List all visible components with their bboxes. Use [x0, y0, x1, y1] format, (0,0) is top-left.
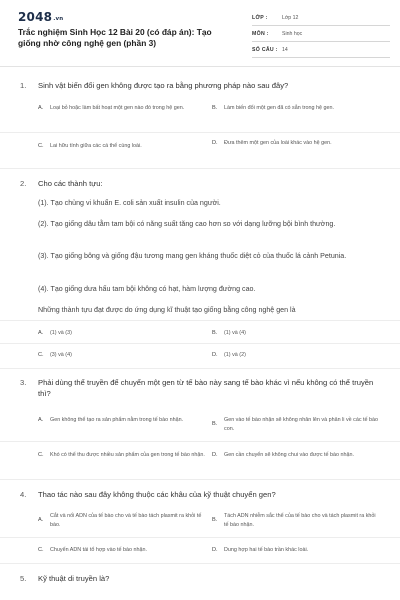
option-text: (1) và (4)	[224, 330, 246, 336]
option-c[interactable]	[38, 546, 205, 555]
option-letter: A.	[38, 330, 44, 336]
option-text: Dung hợp hai tế bào trần khác loài.	[224, 547, 309, 553]
question-number: 1.	[20, 81, 27, 90]
statement-2: (2). Tạo giống dâu tằm tam bội có năng suất tăng cao hơn so với dạng lưỡng bội bình thường.	[38, 220, 336, 228]
option-text: Gen vào tế bào nhận sẽ không nhân lên và phân li về các tế bào con.	[224, 417, 379, 432]
option-letter: B.	[212, 517, 218, 524]
option-text: (1) và (3)	[50, 330, 72, 336]
question-text: Phải dùng thể truyền để chuyển một gen từ tế bào này sang tế bào khác vì nếu không có thể truyền thì?	[38, 378, 374, 398]
option-letter: A.	[38, 105, 44, 111]
option-b[interactable]	[212, 512, 379, 529]
option-divider	[0, 537, 400, 538]
statement-3: (3). Tạo giống bông và giống đậu tương mang gen kháng thuốc diệt cỏ của thuốc lá cảnh Petunia.	[38, 252, 347, 260]
option-b[interactable]	[212, 104, 379, 113]
question-prompt: Những thành tựu đạt được do ứng dụng kĩ thuật tạo giống bằng công nghệ gen là	[38, 306, 296, 314]
statement-1: (1). Tạo chủng vi khuẩn E. coli sản xuất insulin của người.	[38, 199, 221, 207]
option-letter: A.	[38, 517, 44, 524]
question-3	[0, 377, 400, 399]
option-c[interactable]	[38, 451, 205, 460]
question-divider	[0, 368, 400, 369]
logo-text: 2048	[18, 10, 53, 24]
question-title	[0, 178, 400, 189]
option-a[interactable]	[38, 104, 205, 113]
option-divider	[0, 320, 400, 321]
option-text: Tách ADN nhiễm sắc thể của tế bào cho và tách plasmit ra khỏi tế bào nhận.	[224, 513, 376, 528]
question-number: 4.	[20, 490, 27, 499]
meta-label: SỐ CÂU :	[252, 46, 278, 53]
meta-row-subject	[252, 26, 390, 42]
meta-value: 14	[282, 46, 288, 53]
option-a[interactable]	[38, 512, 205, 529]
option-text: Lai hữu tính giữa các cá thể cùng loài.	[50, 143, 142, 149]
option-text: Chuyển ADN tái tổ hợp vào tế bào nhận.	[50, 547, 148, 553]
meta-row-class	[252, 10, 390, 26]
option-b[interactable]	[212, 329, 379, 338]
option-letter: C.	[38, 352, 44, 358]
option-d[interactable]	[212, 451, 379, 460]
option-letter: B.	[212, 105, 218, 111]
option-c[interactable]	[38, 351, 205, 360]
option-letter: B.	[212, 330, 218, 336]
option-text: Gen không thể tạo ra sản phẩm nằm trong tế bào nhận.	[50, 417, 184, 423]
question-title	[0, 80, 400, 91]
option-letter: C.	[38, 452, 44, 458]
option-letter: D.	[212, 352, 218, 358]
option-letter: D.	[212, 547, 218, 553]
option-text: (3) và (4)	[50, 352, 72, 358]
question-title	[0, 377, 400, 399]
question-title	[0, 573, 400, 584]
option-d[interactable]	[212, 546, 394, 555]
option-text: (1) và (2)	[224, 352, 246, 358]
option-text: Đưa thêm một gen của loài khác vào hệ gen.	[224, 140, 332, 146]
option-letter: D.	[212, 140, 218, 146]
option-letter: C.	[38, 547, 44, 553]
option-divider	[0, 132, 400, 133]
question-text: Sinh vật biến đổi gen không được tạo ra bằng phương pháp nào sau đây?	[38, 81, 289, 90]
question-1	[0, 80, 400, 91]
question-4	[0, 489, 400, 500]
question-text: Thao tác nào sau đây không thuộc các khâu của kỹ thuật chuyển gen?	[38, 490, 276, 499]
option-d[interactable]	[212, 351, 379, 360]
option-a[interactable]	[38, 416, 205, 425]
question-text: Cho các thành tựu:	[38, 179, 103, 188]
option-a[interactable]	[38, 329, 205, 338]
meta-row-count	[252, 42, 390, 58]
question-number: 5.	[20, 574, 27, 583]
option-letter: C.	[38, 143, 44, 149]
question-number: 2.	[20, 179, 27, 188]
question-5	[0, 573, 400, 584]
option-text: Làm biến đổi một gen đã có sẵn trong hệ gen.	[224, 105, 334, 111]
option-letter: D.	[212, 452, 218, 458]
option-c[interactable]	[38, 142, 205, 151]
question-2	[0, 178, 400, 189]
option-d[interactable]	[212, 139, 379, 148]
question-number: 3.	[20, 378, 27, 387]
question-divider	[0, 479, 400, 480]
meta-value: Sinh học	[282, 30, 303, 37]
option-divider	[0, 343, 400, 344]
document-title: Trắc nghiệm Sinh Học 12 Bài 20 (có đáp án): Tạo giống nhờ công nghệ gen (phần 3)	[18, 27, 212, 48]
statement-4: (4). Tạo giống dưa hấu tam bội không có hạt, hàm lượng đường cao.	[38, 285, 256, 293]
meta-table	[252, 10, 390, 58]
meta-label: LỚP :	[252, 14, 268, 21]
option-b[interactable]	[212, 416, 379, 433]
option-text: Cắt và nối ADN của tế bào cho và tế bào tách plasmit ra khỏi tế bào.	[50, 513, 202, 528]
page-header	[0, 0, 400, 62]
logo-tld: .vn	[53, 16, 64, 22]
option-letter: A.	[38, 417, 44, 423]
option-text: Khó có thể thu được nhiều sản phẩm của gen trong tế bào nhận.	[50, 452, 205, 458]
site-logo[interactable]	[18, 10, 63, 24]
header-divider	[0, 66, 400, 67]
question-title	[0, 489, 400, 500]
meta-value: Lớp 12	[282, 14, 299, 21]
option-letter: B.	[212, 421, 218, 428]
question-text: Kỹ thuật di truyền là?	[38, 574, 110, 583]
question-divider	[0, 563, 400, 564]
question-divider	[0, 168, 400, 169]
option-text: Gen cần chuyển sẽ không chui vào được tế bào nhận.	[224, 452, 355, 458]
option-divider	[0, 441, 400, 442]
meta-label: MÔN :	[252, 30, 269, 37]
option-text: Loại bỏ hoặc làm bất hoạt một gen nào đó trong hệ gen.	[50, 105, 185, 111]
